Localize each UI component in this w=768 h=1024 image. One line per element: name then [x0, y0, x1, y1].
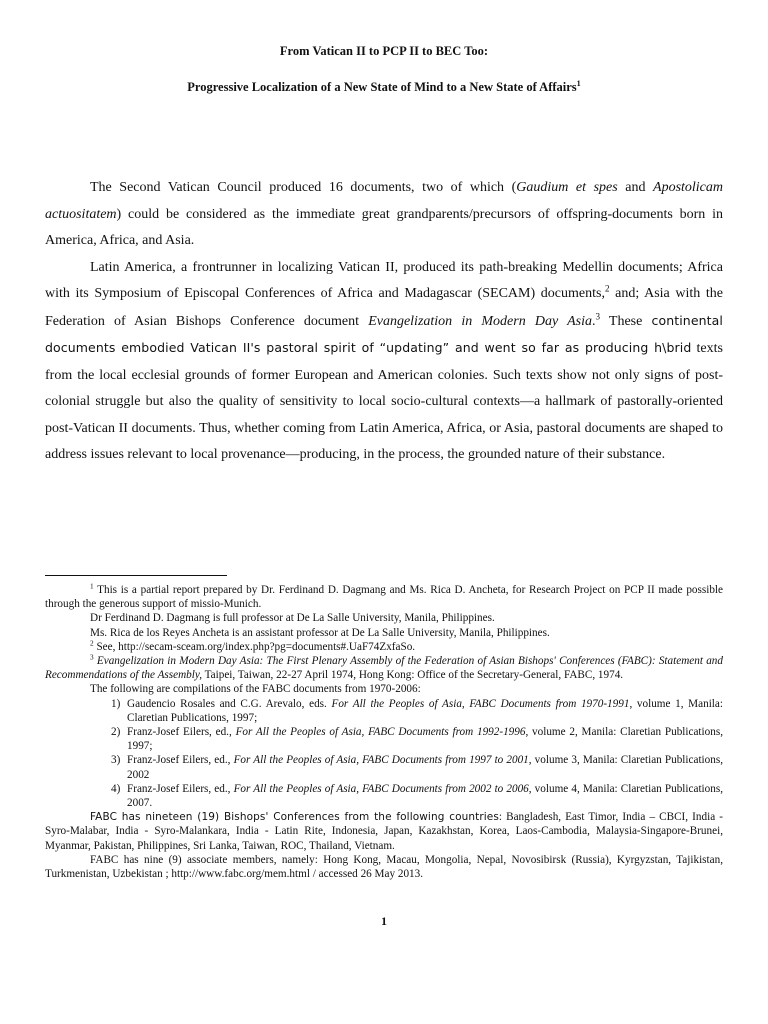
item-post: , volume 2, Manila: Claretian Publications, 1997; — [127, 726, 723, 753]
footnote-2 — [45, 640, 723, 654]
document-title — [0, 44, 768, 59]
fabc-members — [45, 810, 723, 853]
fn3-text: Taipei, Taiwan, 22-27 April 1974, Hong Kong: Office of the Secretary-General, FABC, 1974. — [202, 669, 624, 682]
item-pre: Franz-Josef Eilers, ed., — [127, 754, 234, 767]
item-post: , volume 1, Manila: Claretian Publications, 1997; — [127, 697, 723, 724]
footnotes — [45, 583, 723, 881]
body-text — [45, 175, 723, 469]
members-alt-text: FABC has nineteen (19) Bishops' Conferences from the following countries — [90, 811, 499, 824]
item-pre: Franz-Josef Eilers, ed., — [127, 782, 234, 795]
item-pre: Gaudencio Rosales and C.G. Arevalo, eds. — [127, 697, 332, 710]
list-number: 1) — [111, 697, 121, 710]
list-item — [45, 725, 723, 753]
fabc-compilations-list — [45, 697, 723, 811]
footnote-3 — [45, 654, 723, 682]
fn2-link[interactable]: See, http://secam-sceam.org/index.php?pg=documents#.UaF74ZxfaSo. — [93, 640, 416, 653]
list-number: 4) — [111, 782, 121, 795]
list-number: 2) — [111, 726, 121, 739]
footnote-1-author-2: Ms. Rica de los Reyes Ancheta is an assistant professor at De La Salle University, Manila, Philippines. — [90, 626, 550, 639]
p2-text-b: and; Asia with the Federation of Asian Bishops Conference document — [45, 286, 723, 329]
footnote-divider — [45, 575, 227, 576]
p1-italic-apostolicam: Apostolicam actuositatem — [45, 180, 724, 222]
fn3-marker: 3 — [90, 653, 94, 662]
item-title: For All the Peoples of Asia, FABC Documents from 1997 to 2001 — [233, 754, 529, 767]
p1-text-a: The Second Vatican Council produced 16 documents, two of which ( — [90, 180, 517, 195]
footnote-1-author-1: Dr Ferdinand D. Dagmang is full professor at De La Salle University, Manila, Philippines. — [90, 612, 495, 625]
item-post: , volume 4, Manila: Claretian Publications, 2007. — [127, 782, 723, 810]
fn3-italic: Evangelization in Modern Day Asia: The First Plenary Assembly of the Federation of Asian Bishops' Conferences (FABC): Statement and Recommendations of the Assembly, — [45, 655, 723, 682]
list-item — [45, 753, 723, 781]
document-subtitle — [0, 80, 768, 95]
footnote-ref-1[interactable]: 1 — [576, 78, 581, 88]
footnote-3-intro: The following are compilations of the FABC documents from 1970-2006: — [90, 683, 421, 696]
fabc-associate-members: FABC has nine (9) associate members, namely: Hong Kong, Macau, Mongolia, Nepal, Novosibirsk (Russia), Kyrgyzstan, Tajikistan, Turkmenistan, Uzbekistan ; http://www.fabc.org/mem.html / accessed 26 May 2013. — [45, 853, 723, 881]
item-title: For All the Peoples of Asia, FABC Documents from 1992-1996 — [235, 726, 526, 739]
item-post: , volume 3, Manila: Claretian Publications, 2002 — [127, 754, 723, 781]
item-pre: Franz-Josef Eilers, ed., — [127, 726, 236, 739]
item-title: For All the Peoples of Asia, FABC Documents from 2002 to 2006 — [233, 782, 529, 795]
paragraph-1 — [45, 175, 723, 255]
p2-italic-evangelization: Evangelization in Modern Day Asia — [368, 313, 592, 329]
title-line-1: From Vatican II to PCP II to BEC Too: — [279, 44, 489, 58]
fn1-text: This is a partial report prepared by Dr. Ferdinand D. Dagmang and Ms. Rica D. Ancheta, for Research Project on PCP II made possible through the generous support of missio-Munich. — [45, 584, 723, 611]
list-item — [45, 697, 723, 725]
footnote-ref-3[interactable]: 3 — [595, 310, 600, 321]
p2-text-e: texts from the local ecclesial grounds of former European and American colonies. Such texts show not only signs of post-colonial struggle but also the quality of sensitivity to local socio-cultural contexts—a hallmark of pastorally-oriented post-Vatican II documents. Thus, whether coming from Latin America, Africa, or Asia, pastoral documents are shaped to address issues relevant to local provenance—producing, in the process, the grounded nature of their substance. — [45, 341, 723, 462]
p2-alt-font-text: continental documents embodied Vatican II's pastoral spirit of “updating” and went so far as producing h\brid — [45, 312, 723, 355]
p2-text-d: These — [600, 313, 652, 329]
members-list: : Bangladesh, East Timor, India – CBCI, India - Syro-Malabar, India - Syro-Malankara, India - Latin Rite, Indonesia, Japan, Kazakhstan, Korea, Laos-Cambodia, Malaysia-Singapore-Brunei, Myanmar, Pakistan, Philippines, Sri Lanka, Taiwan, ROC, Thailand, Vietnam. — [45, 811, 723, 852]
fn1-marker: 1 — [90, 582, 94, 591]
subtitle-text: Progressive Localization of a New State of Mind to a New State of Affairs — [187, 80, 577, 94]
footnote-ref-2[interactable]: 2 — [604, 283, 610, 294]
paragraph-2 — [45, 255, 723, 469]
p2-text-c: . — [591, 313, 596, 329]
fn2-marker: 2 — [90, 639, 94, 648]
list-item — [45, 782, 723, 810]
list-number: 3) — [111, 754, 121, 767]
page-number: 1 — [381, 914, 387, 928]
p1-italic-gaudium: Gaudium et spes — [516, 180, 618, 195]
item-title: For All the Peoples of Asia, FABC Documents from 1970-1991 — [331, 697, 630, 710]
p2-text-a: Latin America, a frontrunner in localizing Vatican II, produced its path-breaking Medellin documents; Africa with its Symposium of Episcopal Conferences of Africa and Madagascar (SECAM) documents, — [45, 259, 723, 301]
p1-text-c: ) could be considered as the immediate great grandparents/precursors of offspring-documents born in America, Africa, and Asia. — [45, 206, 723, 248]
p1-text-b: and — [617, 180, 654, 195]
footnote-1 — [45, 583, 723, 611]
